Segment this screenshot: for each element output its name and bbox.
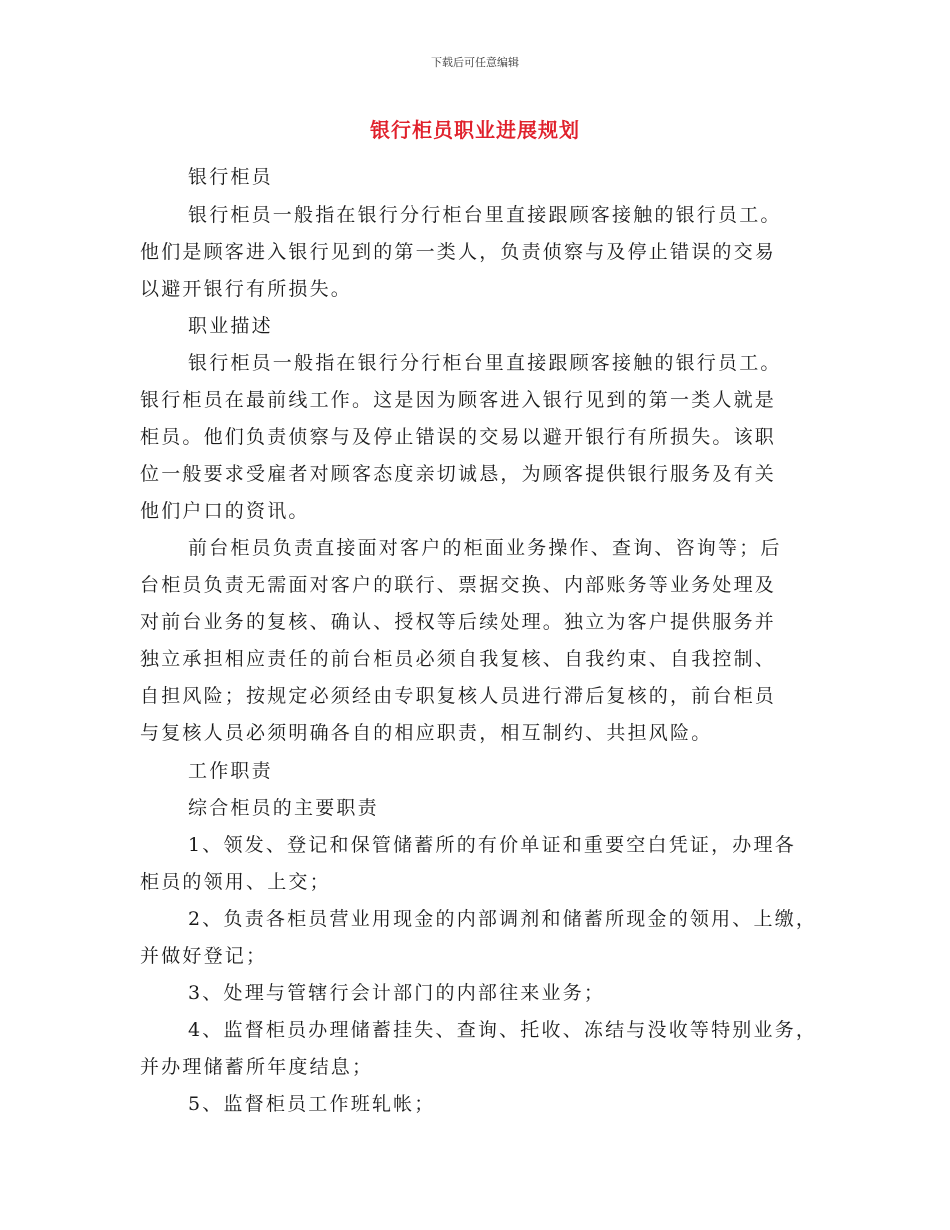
paragraph-line: 他们户口的资讯。 [140, 500, 310, 522]
paragraph-line: 银行柜员一般指在银行分行柜台里直接跟顾客接触的银行员工。 [188, 352, 782, 374]
list-item-1-cont: 柜员的领用、上交； [140, 871, 331, 893]
list-item-2-cont: 并做好登记； [140, 945, 268, 967]
list-item-5: 5、监督柜员工作班轧帐； [188, 1093, 436, 1115]
list-item-4-cont: 并办理储蓄所年度结息； [140, 1056, 374, 1078]
paragraph-line: 前台柜员负责直接面对客户的柜面业务操作、查询、咨询等；后 [188, 537, 782, 559]
paragraph-line: 柜员。他们负责侦察与及停止错误的交易以避开银行有所损失。该职 [140, 426, 777, 448]
list-item-4: 4、监督柜员办理储蓄挂失、查询、托收、冻结与没收等特别业务， [188, 1019, 818, 1041]
paragraph-line: 对前台业务的复核、确认、授权等后续处理。独立为客户提供服务并 [140, 611, 777, 633]
paragraph-line: 台柜员负责无需面对客户的联行、票据交换、内部账务等业务处理及 [140, 574, 777, 596]
paragraph-line: 与复核人员必须明确各自的相应职责，相互制约、共担风险。 [140, 722, 713, 744]
paragraph-line: 独立承担相应责任的前台柜员必须自我复核、自我约束、自我控制、 [140, 648, 777, 670]
paragraph-line: 他们是顾客进入银行见到的第一类人，负责侦察与及停止错误的交易 [140, 241, 777, 263]
section-heading-duties: 工作职责 [188, 760, 273, 782]
paragraph-line: 自担风险；按规定必须经由专职复核人员进行滞后复核的，前台柜员 [140, 685, 777, 707]
header-note: 下载后可任意编辑 [431, 56, 519, 69]
list-item-1: 1、领发、登记和保管储蓄所的有价单证和重要空白凭证，办理各 [188, 834, 796, 856]
list-item-2: 2、负责各柜员营业用现金的内部调剂和储蓄所现金的领用、上缴， [188, 908, 818, 930]
paragraph-line: 银行柜员一般指在银行分行柜台里直接跟顾客接触的银行员工。 [188, 204, 782, 226]
section-heading-teller: 银行柜员 [188, 166, 273, 188]
paragraph-line: 银行柜员在最前线工作。这是因为顾客进入银行见到的第一类人就是 [140, 389, 777, 411]
document-title: 银行柜员职业进展规划 [370, 118, 580, 142]
paragraph-line: 以避开银行有所损失。 [140, 278, 353, 300]
list-item-3: 3、处理与管辖行会计部门的内部往来业务； [188, 982, 606, 1004]
paragraph-line: 位一般要求受雇者对顾客态度亲切诚恳，为顾客提供银行服务及有关 [140, 463, 777, 485]
section-heading-job-description: 职业描述 [188, 315, 273, 337]
section-subheading-main-duties: 综合柜员的主要职责 [188, 797, 379, 819]
